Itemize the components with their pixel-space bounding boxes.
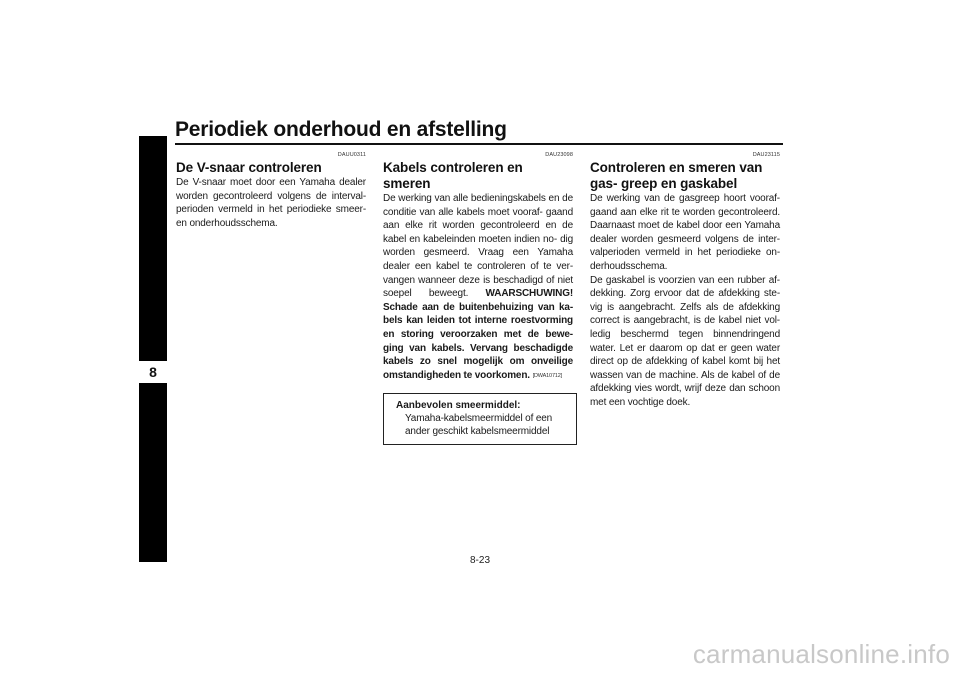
section-ref-code: DAUU0311 [337,152,366,158]
lubricant-title: Aanbevolen smeermiddel: [396,400,521,412]
section-v-belt [176,152,366,230]
section-paragraph: De gaskabel is voorzien van een rubber af- dekking. Zorg ervoor dat de afdekking ste- vig is aangebracht. Zelfs als de afdekking correct is aangebracht, is de kabel niet vol- ledig beschermd tegen binnendringend water. Let er daarom op dat er geen water direct op de afdekking of kabel komt bij het wassen van de machine. Als de kabel of de afdekking vies wordt, wrijf deze dan schoon met een vochtige doek. [590,274,780,408]
section-cables [383,152,573,445]
warning-code: [DWA10712] [532,372,563,379]
section-paragraph: De werking van de gasgreep hoort vooraf- gaand aan elke rit te worden gecontroleerd. Daarnaast moet de kabel door een Yamaha dealer worden gesmeerd volgens de inter- valperioden vermeld in het periodieke on- derhoudsschema. [590,193,780,272]
lubricant-text: Yamaha-kabelsmeermiddel of een ander geschikt kabelsmeermiddel [405,413,553,438]
page-title: Periodiek onderhoud en afstelling [175,118,507,141]
section-body: De werking van alle bedieningskabels en de conditie van alle kabels moet vooraf- gaand aan elke rit worden gecontroleerd en de kabel en kabeleinden moeten indien no- dig worden gesmeerd. Vraag een Yamaha dealer een kabel te controleren of te ver- vangen wanneer deze is beschadigd of niet soepel beweegt. [383,193,573,300]
section-body-with-warning [383,192,573,383]
header-divider [175,143,783,145]
section-body: De V-snaar moet door een Yamaha dealer worden gecontroleerd volgens de interval- perioden vermeld in het periodieke smeer- en onderhoudsschema. [176,177,366,229]
section-heading: De V-snaar controleren [176,160,322,175]
section-ref-code: DAU23115 [752,152,780,158]
section-heading: Kabels controleren en smeren [383,160,523,191]
page-number: 8-23 [469,555,490,566]
chapter-tab [139,136,167,562]
recommended-lubricant-box [383,393,577,445]
section-ref-code: DAU23098 [545,152,573,158]
section-throttle [590,152,780,410]
warning-text: WAARSCHUWING! Schade aan de buitenbehuizing van ka- bels kan leiden tot interne roestvorming en storing veroorzaken met de bewe- ging van kabels. Vervang beschadigde kabels zo snel mogelijk om onveilige omstandigheden te voorkomen. [383,288,573,381]
watermark: carmanualsonline.info [692,639,950,669]
section-heading: Controleren en smeren van gas- greep en gaskabel [590,160,763,191]
chapter-number: 8 [139,361,167,383]
